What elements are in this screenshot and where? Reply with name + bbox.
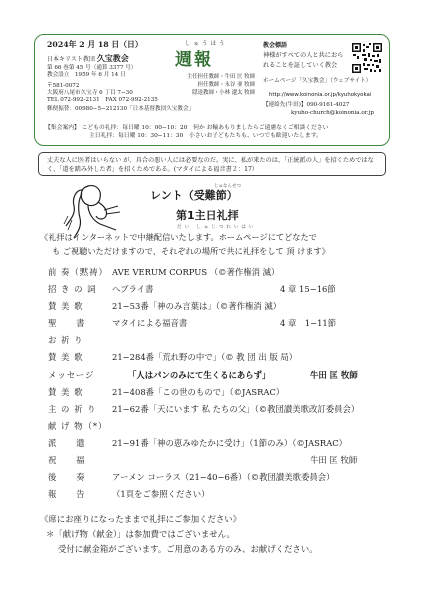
service-item	[48, 435, 392, 451]
service-item	[48, 281, 392, 297]
item-title: 21−62番「天にいます 私 たちの父」（©教団讃美歌改訂委員会）	[112, 404, 360, 414]
org-prefix: 日本キリスト教団	[47, 56, 95, 63]
item-title: （1頁をご参照ください）	[112, 489, 210, 499]
motto-title: 教会標語	[263, 42, 288, 49]
service-item	[48, 401, 392, 417]
service-item	[48, 367, 392, 383]
header-box	[34, 34, 390, 146]
website-label: ホームページ「久宝教会」（ウェブサイト）	[263, 78, 372, 84]
item-title: ヘブライ書	[112, 284, 154, 294]
sermon-title: 「人はパンのみにて生くるにあらず」	[128, 370, 271, 380]
notice-line: 主日礼拝：毎日曜 10：30−11：30 小さいお子どもたちも、いつでも歓迎いたします。	[89, 132, 322, 139]
staff-line: 隠退教師・小林 遼太 牧師	[192, 90, 255, 96]
staff-line: 主任担任教師・牛田 匡 牧師	[186, 74, 255, 80]
item-title: アーメン コーラス（21−40−6番）（©教団讃美歌委員会）	[112, 472, 335, 482]
item-title: AVE VERUM CORPUS （©著作権消 滅）	[112, 267, 280, 277]
service-title: 第1主日礼拝	[176, 209, 239, 222]
volume-number: 第 66 巻第 45 号（通算 3377 号）	[47, 65, 137, 71]
scripture-text: 丈夫な人に医者はいらない が、具合の悪い人には必要なのだ。実に、私が来たのは、「正統派の人」を招くためではなく、「道を踏み外した者」を招くためである。(マタイによる福音書２：17）	[47, 157, 374, 173]
service-item	[48, 452, 392, 468]
contact-email[interactable]: kyuho-church@koinonia.or.jp	[291, 110, 374, 116]
service-item	[48, 298, 392, 314]
intro-line: も ご視聴いただけますので、それぞれの場所で共に礼拝をして 頂 けます》	[52, 246, 330, 256]
logo-ruby: しゅうほう	[185, 41, 228, 47]
item-reference: 4 章 1−11節	[280, 318, 337, 328]
meeting-notice	[45, 125, 328, 140]
church-name	[47, 55, 129, 63]
service-item	[48, 264, 392, 280]
item-label: 後 奏	[48, 472, 86, 482]
item-label: 派 遣	[48, 438, 86, 448]
item-label: 献 げ 物（*）	[48, 421, 108, 431]
staff-list	[155, 73, 255, 97]
service-item	[48, 332, 392, 348]
contact-phone: 【連絡先(牛田)】090-9161-4027	[263, 102, 350, 108]
item-label: 賛 美 歌	[48, 301, 84, 311]
logo-text: 週報	[175, 50, 213, 70]
service-item	[48, 349, 392, 365]
service-item	[48, 469, 392, 485]
service-item	[48, 418, 392, 434]
address: 大阪府八尾市久宝寺 6 丁目 7−30	[47, 90, 133, 96]
notice-line: 【集会案内】 こどもの礼拝：毎日曜 10：00−10：20 何か お輸あもりましたらご遠慮なくご相談ください	[45, 125, 329, 131]
item-title: 21−53番「神のみ言葉は」（©著作権消 滅）	[112, 301, 282, 311]
item-label: 主 の 祈 り	[48, 404, 97, 414]
church-motto: 神様がすべての人と共におられることを証していく教会	[263, 52, 344, 69]
item-title: 21−91番「神の恵みゆたかに受け」（1節のみ）（©JASRAC）	[112, 438, 348, 448]
item-reference: 4 章 15−16節	[280, 284, 336, 294]
item-title: マタイによる福音書	[112, 318, 188, 328]
title-ruby: じゅなんせつ	[214, 184, 241, 189]
footer-line: 受付に献金箱がございます。ご用意のある方のみ、お献げください。	[58, 544, 318, 554]
scripture-box	[38, 152, 386, 176]
item-label: 祝 福	[48, 455, 86, 465]
item-label: 賛 美 歌	[48, 387, 84, 397]
item-label: 報 告	[48, 489, 86, 499]
item-title: 21−408番「この世のもので」（©JASRAC）	[112, 387, 285, 397]
qr-code-icon[interactable]	[351, 42, 383, 74]
item-label: お 祈 り	[48, 335, 84, 345]
item-label: 聖 書	[48, 318, 86, 328]
item-label: 招 き の 詞	[48, 284, 97, 294]
bulletin-logo	[175, 45, 231, 70]
item-label: メッセージ	[48, 370, 95, 380]
service-season-title: レント（受難節）	[150, 189, 238, 202]
bulletin-date: 2024年 2 月 18 日（日）	[47, 40, 143, 49]
service-item	[48, 486, 392, 502]
item-title: 21−284番「荒れ野の中で」（© 教 団 出 版 局）	[112, 352, 298, 362]
blessing-minister: 牛田 匡 牧師	[310, 455, 358, 465]
postal-transfer: 郵便振替：00980−5−212130「日本基督教団久宝教会」	[47, 106, 195, 112]
intro-line: 《礼拝はインターネットで中継配信いたします。ホームページにてどなたで	[40, 232, 317, 242]
service-item	[48, 384, 392, 400]
broadcast-notice	[40, 230, 386, 258]
service-title-ruby: だい しゅじつれいはい	[177, 225, 257, 230]
footer-line: ＊「献げ物（献金）」は参加費ではございません。	[46, 529, 235, 539]
established-date: 教会設立 1959 年 6 月 14 日	[47, 72, 126, 78]
website-link[interactable]: http://www.koinonia.or.jp/kyuhokyokai	[269, 92, 372, 98]
preacher-name: 牛田 匡 牧師	[310, 370, 358, 380]
footer-notes	[40, 512, 386, 557]
staff-line: 担任教師・永谷 亜 牧師	[197, 82, 255, 88]
phone-fax: TEL 072-992-2131 FAX 072-992-2135	[47, 97, 158, 103]
org-name: 久宝教会	[96, 53, 129, 63]
service-item	[48, 315, 392, 331]
item-label: 賛 美 歌	[48, 352, 84, 362]
postal-code: 〒581-0072	[47, 83, 80, 89]
footer-line: 《席にお座りになったままで礼拝にご参加ください》	[40, 514, 241, 524]
contact-info	[263, 101, 374, 117]
item-label: 前 奏（黙祷）	[48, 267, 108, 277]
